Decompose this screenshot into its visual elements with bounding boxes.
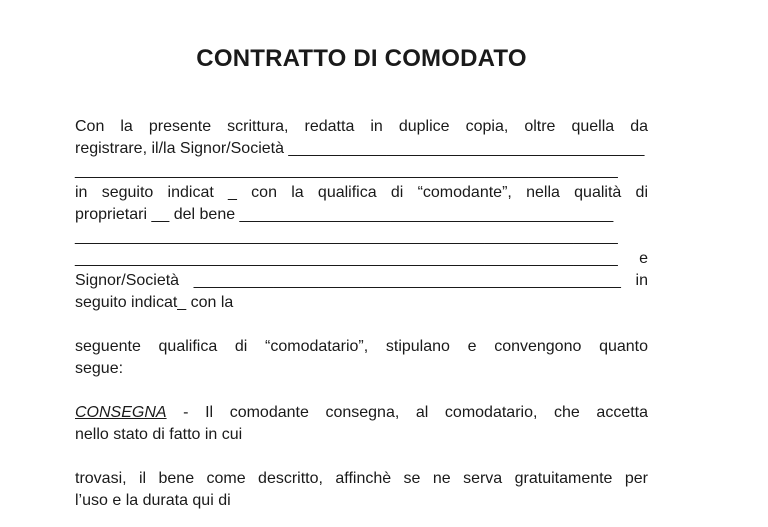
text-line: _____________________________________________________________: [75, 228, 618, 245]
text-line: seguente qualifica di “comodatario”, stipulano e convengono quanto: [75, 338, 648, 355]
document-body: [75, 116, 648, 512]
blank-line: [75, 314, 648, 336]
clause-line: [75, 402, 648, 424]
text-line: Signor/Società ________________________________________________ in: [75, 272, 648, 289]
text-line: seguito indicat_ con la: [75, 294, 234, 311]
text-line: nello stato di fatto in cui: [75, 426, 243, 443]
text-line: registrare, il/la Signor/Società ________________________________________: [75, 140, 645, 157]
text-line: proprietari __ del bene __________________________________________: [75, 206, 614, 223]
text-line: _____________________________________________________________: [75, 162, 618, 179]
text-line: _____________________________________________________________ e: [75, 250, 648, 267]
clause-heading: CONSEGNA: [75, 404, 167, 421]
text-line: trovasi, il bene come descritto, affinchè se ne serva gratuitamente per: [75, 470, 648, 487]
text-line: in seguito indicat _ con la qualifica di “comodante”, nella qualità di: [75, 184, 648, 201]
blank-line: [75, 446, 648, 468]
document-title: CONTRATTO DI COMODATO: [196, 45, 527, 72]
text-line: l’uso e la durata qui di: [75, 492, 231, 509]
text-line: Con la presente scrittura, redatta in duplice copia, oltre quella da: [75, 118, 648, 135]
clause-text: - Il comodante consegna, al comodatario, che accetta: [166, 404, 648, 421]
text-line: segue:: [75, 360, 124, 377]
blank-line: [75, 380, 648, 402]
